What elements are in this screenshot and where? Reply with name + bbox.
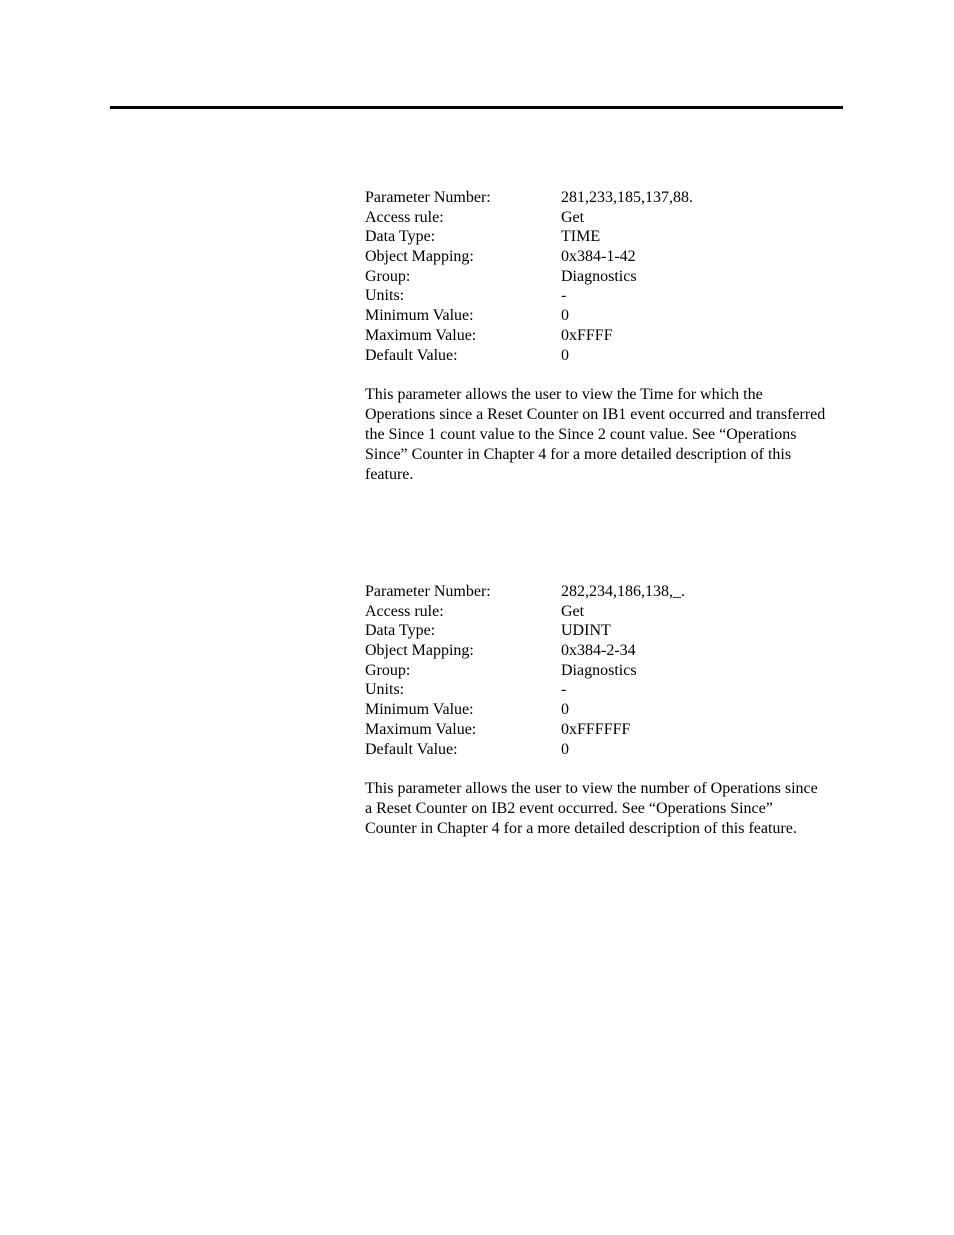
object-mapping-label: Object Mapping:	[365, 248, 474, 266]
data-type-label: Data Type:	[365, 228, 436, 246]
group-label: Group:	[365, 267, 411, 285]
group-row	[365, 267, 835, 287]
default-value-label: Default Value:	[365, 740, 458, 758]
minimum-value-value: 0	[561, 701, 569, 719]
maximum-value-value: 0xFFFFFF	[561, 720, 631, 738]
units-value: -	[561, 681, 567, 699]
access-rule-row	[365, 208, 835, 228]
units-label: Units:	[365, 287, 405, 305]
minimum-value-label: Minimum Value:	[365, 701, 474, 719]
object-mapping-value: 0x384-1-42	[561, 248, 636, 266]
parameter-number-row	[365, 582, 835, 602]
parameter-number-label: Parameter Number:	[365, 583, 491, 600]
default-value-row	[365, 346, 835, 366]
minimum-value-label: Minimum Value:	[365, 307, 474, 325]
access-rule-label: Access rule:	[365, 208, 444, 226]
data-type-row	[365, 621, 835, 641]
parameter-number-row	[365, 188, 835, 208]
parameter-block-2	[365, 582, 835, 839]
default-value-value: 0	[561, 346, 569, 364]
parameter-number-value: 282,234,186,138,_.	[561, 583, 685, 600]
minimum-value-row	[365, 700, 835, 720]
parameter-description: This parameter allows the user to view the number of Operations since a Reset Counter on IB2 event occurred. See “Operations Since” Counter in Chapter 4 for a more detailed description of this feature.	[365, 780, 818, 837]
minimum-value-row	[365, 306, 835, 326]
group-label: Group:	[365, 661, 411, 679]
units-row	[365, 680, 835, 700]
maximum-value-label: Maximum Value:	[365, 720, 477, 738]
parameter-number-label: Parameter Number:	[365, 189, 491, 206]
object-mapping-row	[365, 247, 835, 267]
parameter-number-value: 281,233,185,137,88.	[561, 189, 693, 206]
object-mapping-row	[365, 641, 835, 661]
maximum-value-row	[365, 326, 835, 346]
minimum-value-value: 0	[561, 307, 569, 325]
units-row	[365, 286, 835, 306]
maximum-value-row	[365, 720, 835, 740]
data-type-label: Data Type:	[365, 622, 436, 640]
access-rule-label: Access rule:	[365, 602, 444, 620]
group-value: Diagnostics	[561, 267, 637, 285]
group-row	[365, 661, 835, 681]
data-type-row	[365, 227, 835, 247]
default-value-row	[365, 740, 835, 760]
parameter-description: This parameter allows the user to view the Time for which the Operations since a Reset Counter on IB1 event occurred and transferred the Since 1 count value to the Since 2 count value. See “Operations Since” Counter in Chapter 4 for a more detailed description of this feature.	[365, 386, 826, 483]
default-value-value: 0	[561, 740, 569, 758]
access-rule-row	[365, 602, 835, 622]
header-rule	[110, 106, 843, 109]
parameter-table	[365, 582, 835, 759]
maximum-value-value: 0xFFFF	[561, 326, 613, 344]
access-rule-value: Get	[561, 208, 585, 226]
maximum-value-label: Maximum Value:	[365, 326, 477, 344]
data-type-value: TIME	[561, 228, 601, 246]
default-value-label: Default Value:	[365, 346, 458, 364]
parameter-table	[365, 188, 835, 365]
group-value: Diagnostics	[561, 661, 637, 679]
data-type-value: UDINT	[561, 622, 611, 640]
object-mapping-value: 0x384-2-34	[561, 642, 636, 660]
object-mapping-label: Object Mapping:	[365, 642, 474, 660]
access-rule-value: Get	[561, 602, 585, 620]
units-value: -	[561, 287, 567, 305]
parameter-block-1	[365, 188, 835, 485]
units-label: Units:	[365, 681, 405, 699]
